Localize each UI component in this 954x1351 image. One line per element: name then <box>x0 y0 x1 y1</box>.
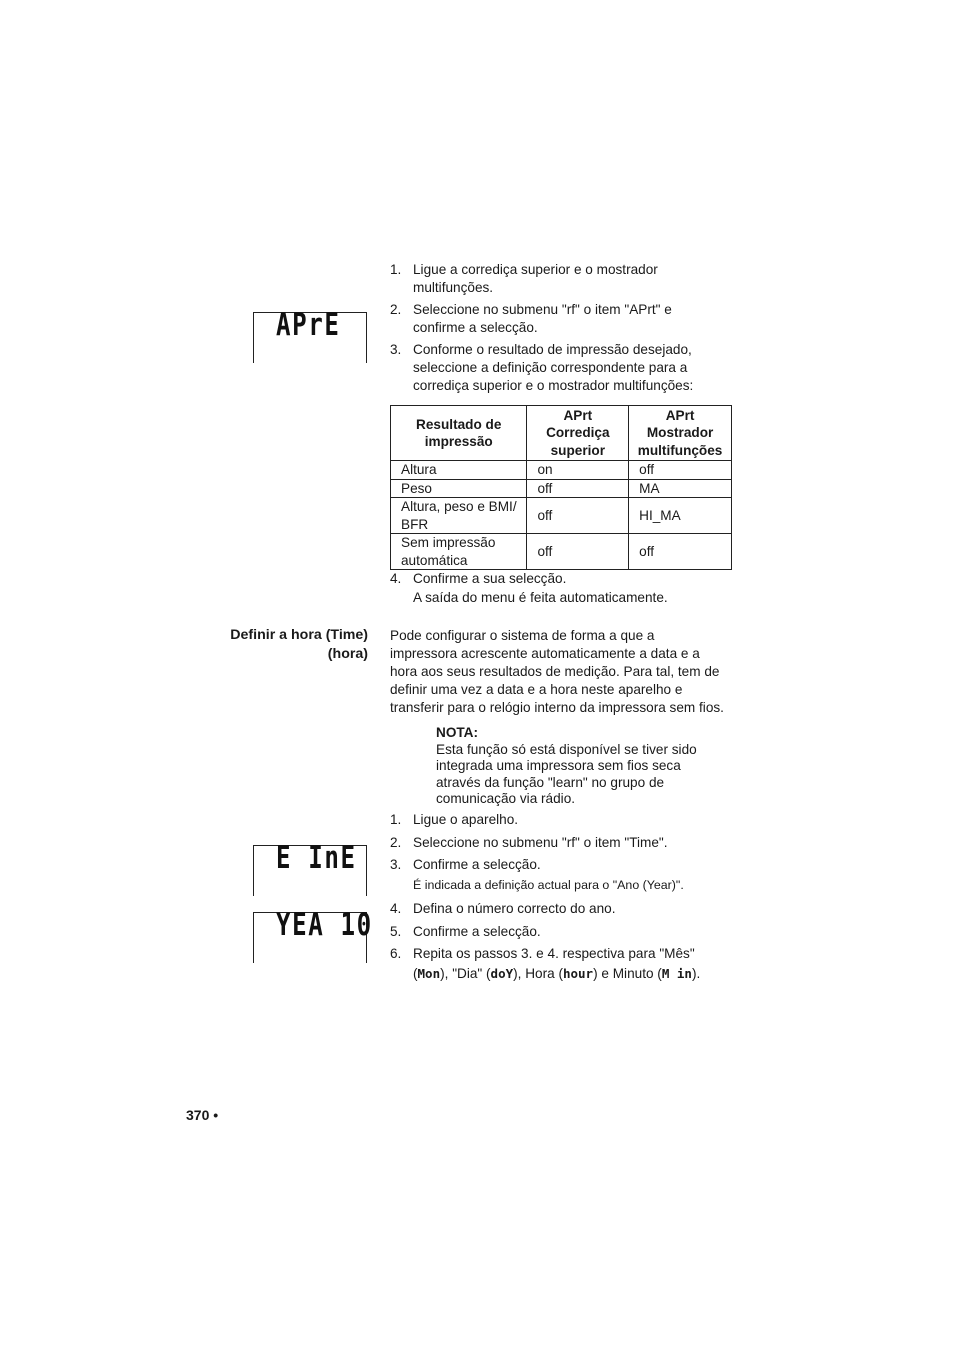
table-cell <box>391 534 527 570</box>
page-number: 370 • <box>186 1107 219 1123</box>
note-line: integrada uma impressora sem fios seca <box>436 758 681 774</box>
header-line: Resultado de <box>416 416 502 432</box>
table-header-row <box>391 406 732 461</box>
step-text: Confirme a selecção. <box>413 924 541 939</box>
step-text: Ligue o aparelho. <box>413 812 519 827</box>
step-2-5 <box>390 923 735 941</box>
step-text: Defina o número correcto do ano. <box>413 901 616 916</box>
step-number: 5. <box>390 924 402 939</box>
table-row <box>391 534 732 570</box>
table-cell: MA <box>629 479 732 498</box>
table-header-cell <box>391 406 527 461</box>
paragraph-line: definir uma vez a data e a hora neste aparelho e <box>390 682 683 697</box>
header-line: impressão <box>424 434 493 449</box>
step-text: Seleccione no submenu "rf" o item "APrt" e <box>413 302 672 317</box>
text-fragment: ), Hora ( <box>513 966 563 981</box>
header-line: superior <box>550 442 605 458</box>
step-text: confirme a selecção. <box>413 320 538 335</box>
table-row <box>391 498 732 534</box>
paragraph-line: Pode configurar o sistema de forma a que a <box>390 628 655 643</box>
step-2-3 <box>390 856 735 894</box>
note-line: Esta função só está disponível se tiver sido <box>436 741 697 757</box>
paragraph-line: hora aos seus resultados de medição. Para tal, tem de <box>390 664 720 679</box>
step-1-1 <box>390 261 735 297</box>
step-text: corrediça superior e o mostrador multifunções: <box>413 378 694 393</box>
note-line: através da função "learn" no grupo de <box>436 774 665 790</box>
step-text: A saída do menu é feita automaticamente. <box>413 590 668 605</box>
table-cell: off <box>527 498 629 534</box>
text-fragment: ). <box>691 966 701 981</box>
table-cell: on <box>527 461 629 480</box>
cell-line: Altura, peso e BMI/ <box>401 499 517 514</box>
header-line: Mostrador <box>646 425 714 441</box>
table-cell: off <box>527 479 629 498</box>
step-text: Ligue a corrediça superior e o mostrador <box>413 262 658 277</box>
step-1-3 <box>390 341 735 395</box>
lcd-display-year <box>253 907 373 963</box>
table-header-cell <box>527 406 629 461</box>
note-box <box>436 725 736 808</box>
lcd-display-time <box>253 840 367 896</box>
paragraph-line: impressora acrescente automaticamente a data e a <box>390 646 700 661</box>
lcd-minute-label: M in <box>661 966 692 981</box>
step-text: multifunções. <box>413 280 494 295</box>
header-line: Corrediça <box>546 425 610 441</box>
step-text-line2 <box>413 965 735 983</box>
heading-line: Definir a hora (Time) <box>230 627 368 643</box>
header-line: APrt <box>665 407 695 423</box>
cell-line: Sem impressão <box>401 535 496 550</box>
step-1-4 <box>390 570 735 607</box>
step-text: Conforme o resultado de impressão desejado, <box>413 342 692 357</box>
step-text: Confirme a selecção. <box>413 857 541 872</box>
lcd-text-year: YEA 10 <box>276 907 373 943</box>
cell-line: BFR <box>401 516 429 532</box>
table-row <box>391 461 732 480</box>
step-number: 3. <box>390 857 402 872</box>
table-cell: off <box>629 534 732 570</box>
lcd-text-aprt: APrE <box>276 307 341 343</box>
step-subtext: É indicada a definição actual para o "Ano (Year)". <box>413 878 684 892</box>
table-cell: Altura <box>391 461 527 480</box>
table-row <box>391 479 732 498</box>
lcd-hour-label: hour <box>562 966 594 981</box>
section-heading <box>230 626 368 664</box>
step-2-2 <box>390 834 735 852</box>
table-cell: off <box>629 461 732 480</box>
text-fragment: ) e Minuto ( <box>593 966 662 981</box>
lcd-display-aprt <box>253 307 367 363</box>
note-title: NOTA: <box>436 725 479 740</box>
lcd-day-label: doY <box>490 966 514 981</box>
table-cell <box>391 498 527 534</box>
step-number: 3. <box>390 342 402 357</box>
lcd-text-time: E InE <box>276 840 357 876</box>
step-number: 2. <box>390 302 402 317</box>
step-number: 6. <box>390 946 402 961</box>
step-2-4 <box>390 900 735 918</box>
step-number: 1. <box>390 812 402 827</box>
step-2-1 <box>390 811 735 829</box>
header-line: APrt <box>563 407 593 423</box>
table-cell: HI_MA <box>629 498 732 534</box>
cell-line: automática <box>401 552 468 568</box>
step-1-2 <box>390 301 735 337</box>
step-number: 4. <box>390 901 402 916</box>
header-line: multifunções <box>637 442 723 458</box>
step-2-6 <box>390 945 735 983</box>
table-cell: off <box>527 534 629 570</box>
step-text: Seleccione no submenu "rf" o item "Time". <box>413 835 668 850</box>
text-fragment: ), "Dia" ( <box>440 966 491 981</box>
text-fragment: ( <box>413 966 418 981</box>
intro-paragraph <box>390 627 740 717</box>
paragraph-line: transferir para o relógio interno da impressora sem fios. <box>390 700 724 715</box>
table-cell: Peso <box>391 479 527 498</box>
heading-line: (hora) <box>327 646 368 662</box>
note-line: comunicação via rádio. <box>436 791 576 807</box>
step-text: seleccione a definição correspondente para a <box>413 360 688 375</box>
step-text: Repita os passos 3. e 4. respectiva para "Mês" <box>413 946 695 961</box>
step-number: 2. <box>390 835 402 850</box>
print-result-table <box>390 405 732 570</box>
lcd-month-label: Mon <box>417 966 441 981</box>
step-text: Confirme a sua selecção. <box>413 571 567 586</box>
step-number: 1. <box>390 262 402 277</box>
table-header-cell <box>629 406 732 461</box>
step-number: 4. <box>390 571 402 586</box>
